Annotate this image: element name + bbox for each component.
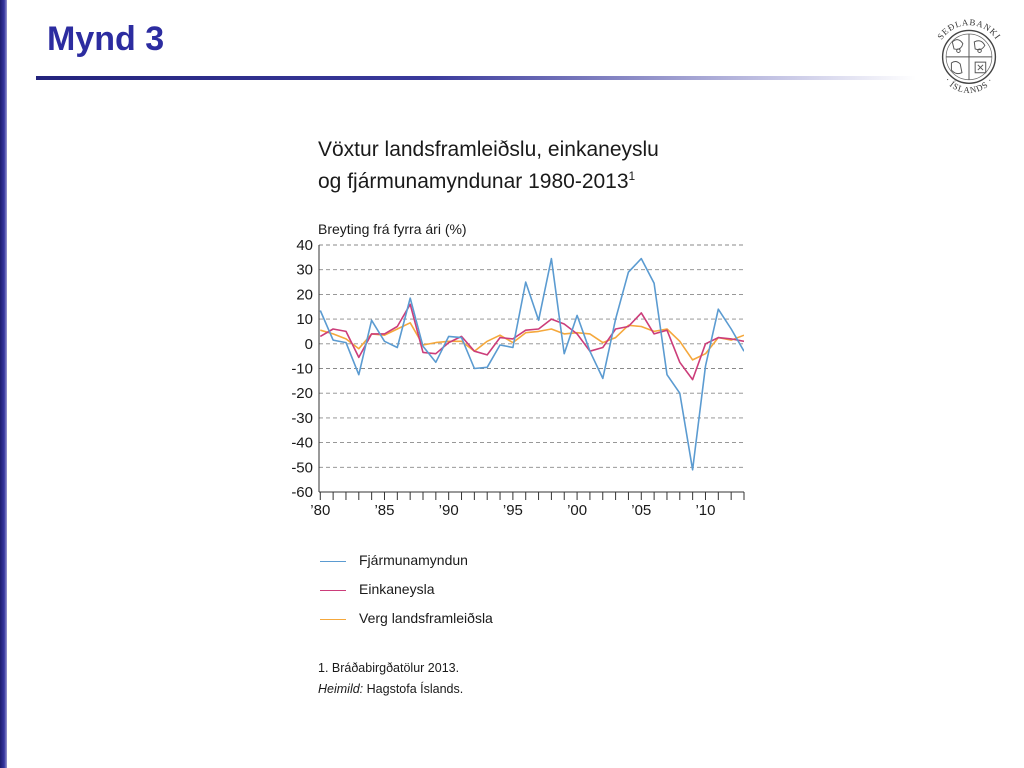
source-label: Heimild:	[318, 682, 364, 696]
y-axis-label: Breyting frá fyrra ári (%)	[318, 221, 467, 237]
axes	[319, 245, 744, 500]
y-tick-label: 30	[296, 261, 313, 279]
y-tick-label: -50	[291, 459, 313, 477]
svg-text:SEÐLABANKI: SEÐLABANKI	[935, 17, 1003, 42]
x-tick-label: ’85	[374, 502, 395, 519]
legend-label: Verg landsframleiðsla	[359, 610, 493, 626]
x-tick-label: ’95	[502, 502, 523, 519]
legend-swatch	[320, 561, 346, 562]
y-tick-label: -60	[291, 484, 313, 501]
chart-title-line-2-text: og fjármunamyndunar 1980-2013	[318, 170, 629, 193]
chart-title-line-1: Vöxtur landsframleiðslu, einkaneyslu	[318, 138, 659, 161]
y-tick-label: 0	[304, 335, 313, 353]
y-tick-label: -10	[291, 360, 313, 378]
chart-title-footnote-mark: 1	[628, 169, 636, 183]
x-tick-label: ’05	[631, 502, 652, 519]
grid-lines	[319, 245, 744, 467]
legend-swatch	[320, 590, 346, 591]
chart-notes	[318, 658, 463, 700]
y-tick-labels	[291, 237, 313, 501]
legend-label: Fjármunamyndun	[359, 552, 468, 568]
y-tick-label: 40	[296, 237, 313, 254]
source-line	[318, 679, 463, 700]
y-tick-label: -20	[291, 385, 313, 403]
x-tick-label: ’80	[310, 502, 331, 519]
slide-title: Mynd 3	[47, 20, 165, 58]
x-tick-label: ’10	[695, 502, 716, 519]
footnote: 1. Bráðabirgðatölur 2013.	[318, 661, 460, 675]
y-tick-label: -40	[291, 434, 313, 452]
legend-label: Einkaneysla	[359, 581, 435, 597]
y-tick-label: 20	[296, 286, 313, 304]
source-text: Hagstofa Íslands.	[366, 682, 464, 696]
y-tick-label: 10	[296, 311, 313, 329]
svg-text:· ÍSLANDS ·: · ÍSLANDS ·	[942, 75, 996, 96]
y-tick-label: -30	[291, 409, 313, 427]
legend-swatch	[320, 619, 346, 620]
series-lines	[320, 259, 744, 470]
x-tick-label: ’00	[567, 502, 588, 519]
x-tick-labels	[310, 502, 715, 519]
x-tick-label: ’90	[438, 502, 459, 519]
